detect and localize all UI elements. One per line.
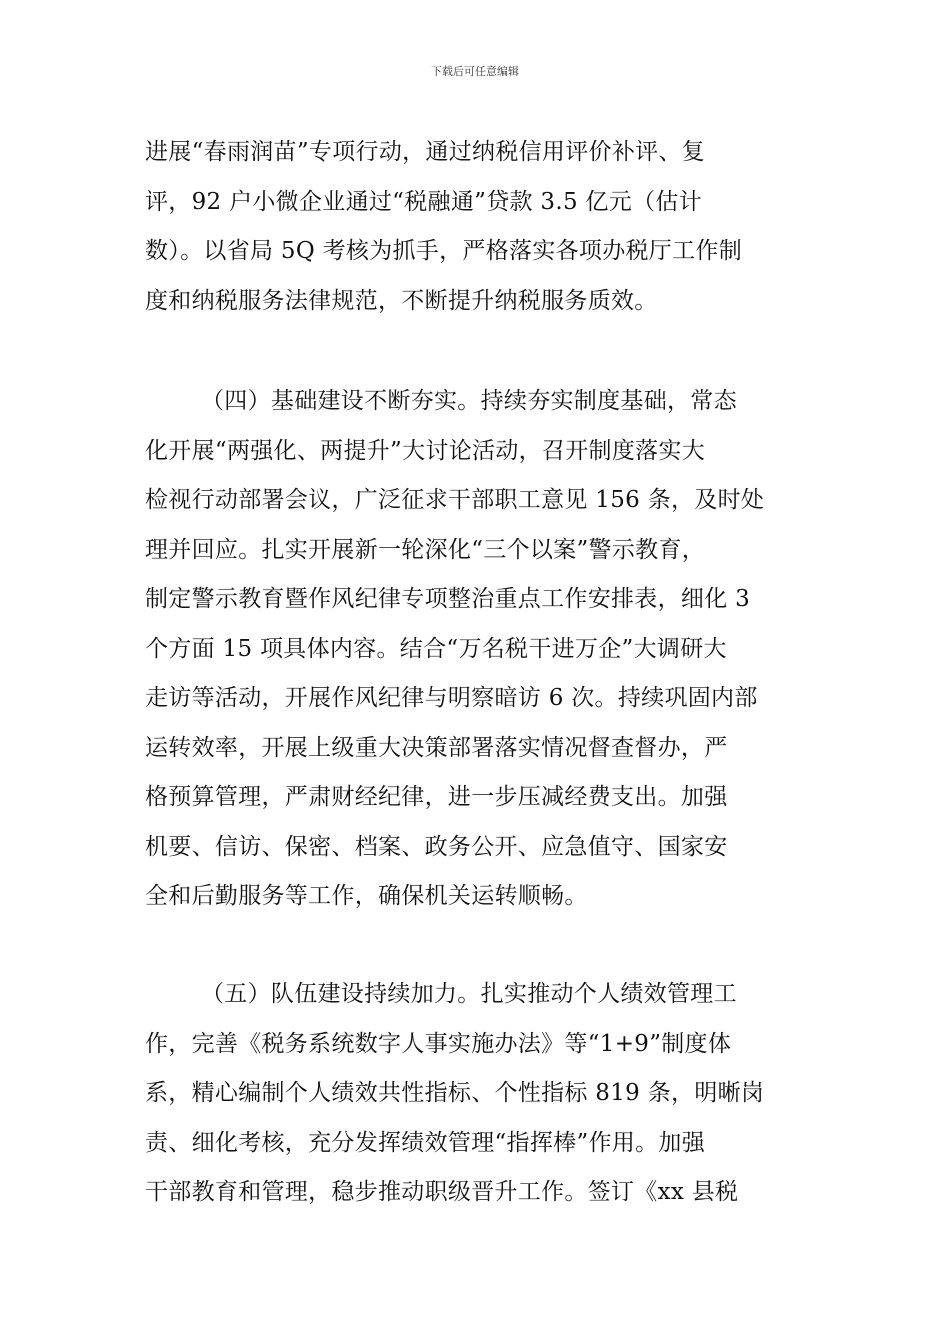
text-line: 化开展“两强化、两提升”大讨论活动，召开制度落实大 [145,437,706,464]
text-line: 责、细化考核，充分发挥绩效管理“指挥棒”作用。加强 [145,1129,706,1156]
text-line: 个方面 15 项具体内容。结合“万名税干进万企”大调研大 [145,635,727,662]
paragraph-infrastructure [145,377,810,922]
text-line: 评，92 户小微企业通过“税融通”贷款 3.5 亿元（估计 [145,188,702,215]
text-line: 全和后勤服务等工作，确保机关运转顺畅。 [145,883,588,909]
text-line: 干部教育和管理，稳步推动职级晋升工作。签订《xx 县税 [145,1179,739,1205]
text-line: 系，精心编制个人绩效共性指标、个性指标 819 条，明晰岗 [145,1080,765,1106]
text-line: 制定警示教育暨作风纪律专项整治重点工作安排表，细化 3 [145,586,751,612]
text-line: 走访等活动，开展作风纪律与明察暗访 6 次。持续巩固内部 [145,685,758,711]
text-line: 机要、信访、保密、档案、政务公开、应急值守、国家安 [145,833,728,860]
text-line: 理并回应。扎实开展新一轮深化“三个以案”警示教育， [145,536,706,563]
text-line: 数）。以省局 5Q 考核为抓手，严格落实各项办税厅工作制 [145,238,743,264]
page-header: 下载后可任意编辑 [431,65,519,78]
paragraph-team-building [145,970,810,1218]
text-line: 作，完善《税务系统数字人事实施办法》等“1+9”制度体 [145,1030,732,1057]
text-line: 格预算管理，严肃财经纪律，进一步压减经费支出。加强 [145,784,728,810]
text-line: 度和纳税服务法律规范，不断提升纳税服务质效。 [145,287,658,314]
text-line: 检视行动部署会议，广泛征求干部职工意见 156 条，及时处 [145,487,765,513]
paragraph-service-quality [145,128,810,326]
text-line-first: （五）队伍建设持续加力。扎实推动个人绩效管理工 [201,981,737,1007]
text-line: 进展“春雨润苗”专项行动，通过纳税信用评价补评、复 [145,139,706,165]
text-line-first: （四）基础建设不断夯实。持续夯实制度基础，常态 [201,388,737,414]
text-line: 运转效率，开展上级重大决策部署落实情况督查督办，严 [145,734,728,761]
